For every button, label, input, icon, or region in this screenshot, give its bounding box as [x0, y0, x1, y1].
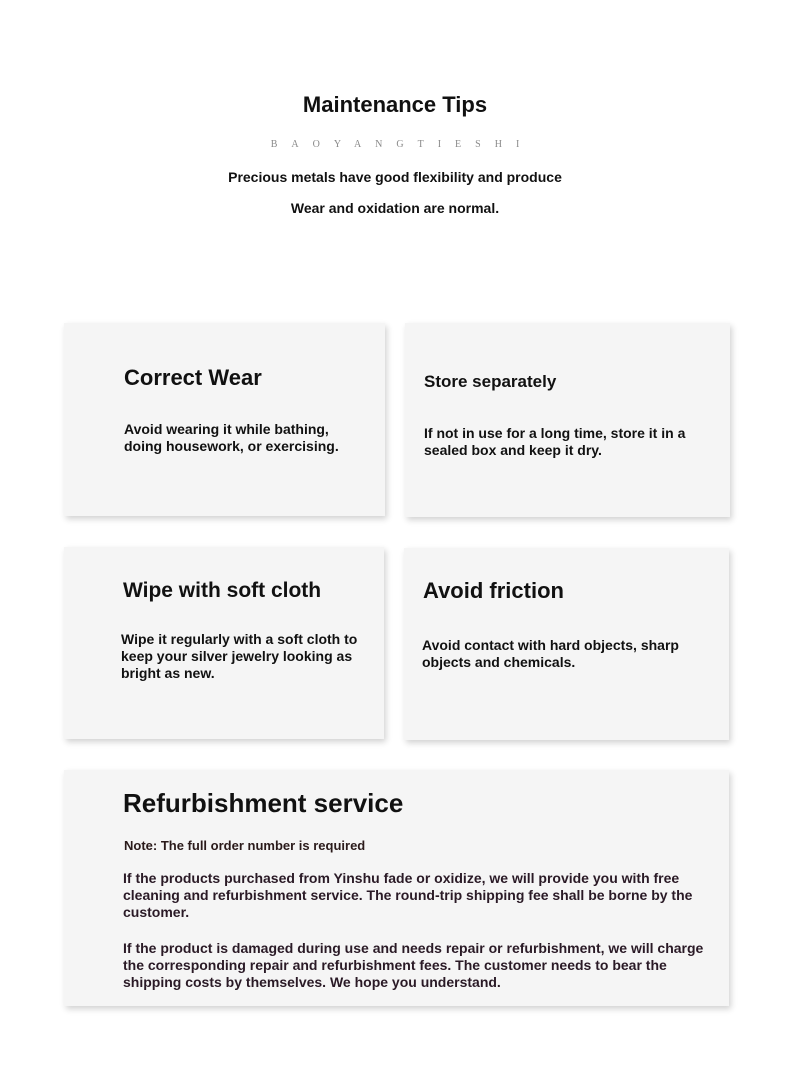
page-title: Maintenance Tips	[302, 92, 488, 117]
card-correct-wear	[64, 323, 385, 516]
card-wipe-soft-cloth	[64, 547, 384, 739]
refurbishment-paragraph-2: If the product is damaged during use and needs repair or refurbishment, we will charge the corresponding repair and refurbishment fees. The customer needs to bear the shipping costs by themselves. We hope you understand.	[123, 940, 704, 990]
refurbishment-note: Note: The full order number is required	[124, 838, 366, 853]
refurbishment-paragraph-1: If the products purchased from Yinshu fade or oxidize, we will provide you with free cleaning and refurbishment service. The round-trip shipping fee shall be borne by the customer.	[123, 870, 693, 920]
pinyin-subtitle: BAOYANGTIESHI	[270, 139, 534, 150]
card-title: Store separately	[424, 372, 557, 391]
card-title: Correct Wear	[124, 365, 262, 390]
card-text: Avoid contact with hard objects, sharp objects and chemicals.	[422, 637, 679, 670]
card-text: If not in use for a long time, store it in a sealed box and keep it dry.	[424, 425, 686, 458]
intro-line-2: Wear and oxidation are normal.	[290, 200, 500, 216]
card-refurbishment-service	[64, 770, 729, 1006]
card-text: Avoid wearing it while bathing, doing housework, or exercising.	[124, 421, 339, 454]
card-text: Wipe it regularly with a soft cloth to keep your silver jewelry looking as bright as new.	[121, 631, 358, 681]
refurbishment-title: Refurbishment service	[123, 788, 404, 818]
card-title: Wipe with soft cloth	[123, 579, 322, 602]
card-title: Avoid friction	[423, 578, 564, 603]
intro-line-1: Precious metals have good flexibility and produce	[228, 169, 562, 185]
card-store-separately	[405, 323, 730, 517]
card-avoid-friction	[404, 548, 729, 740]
